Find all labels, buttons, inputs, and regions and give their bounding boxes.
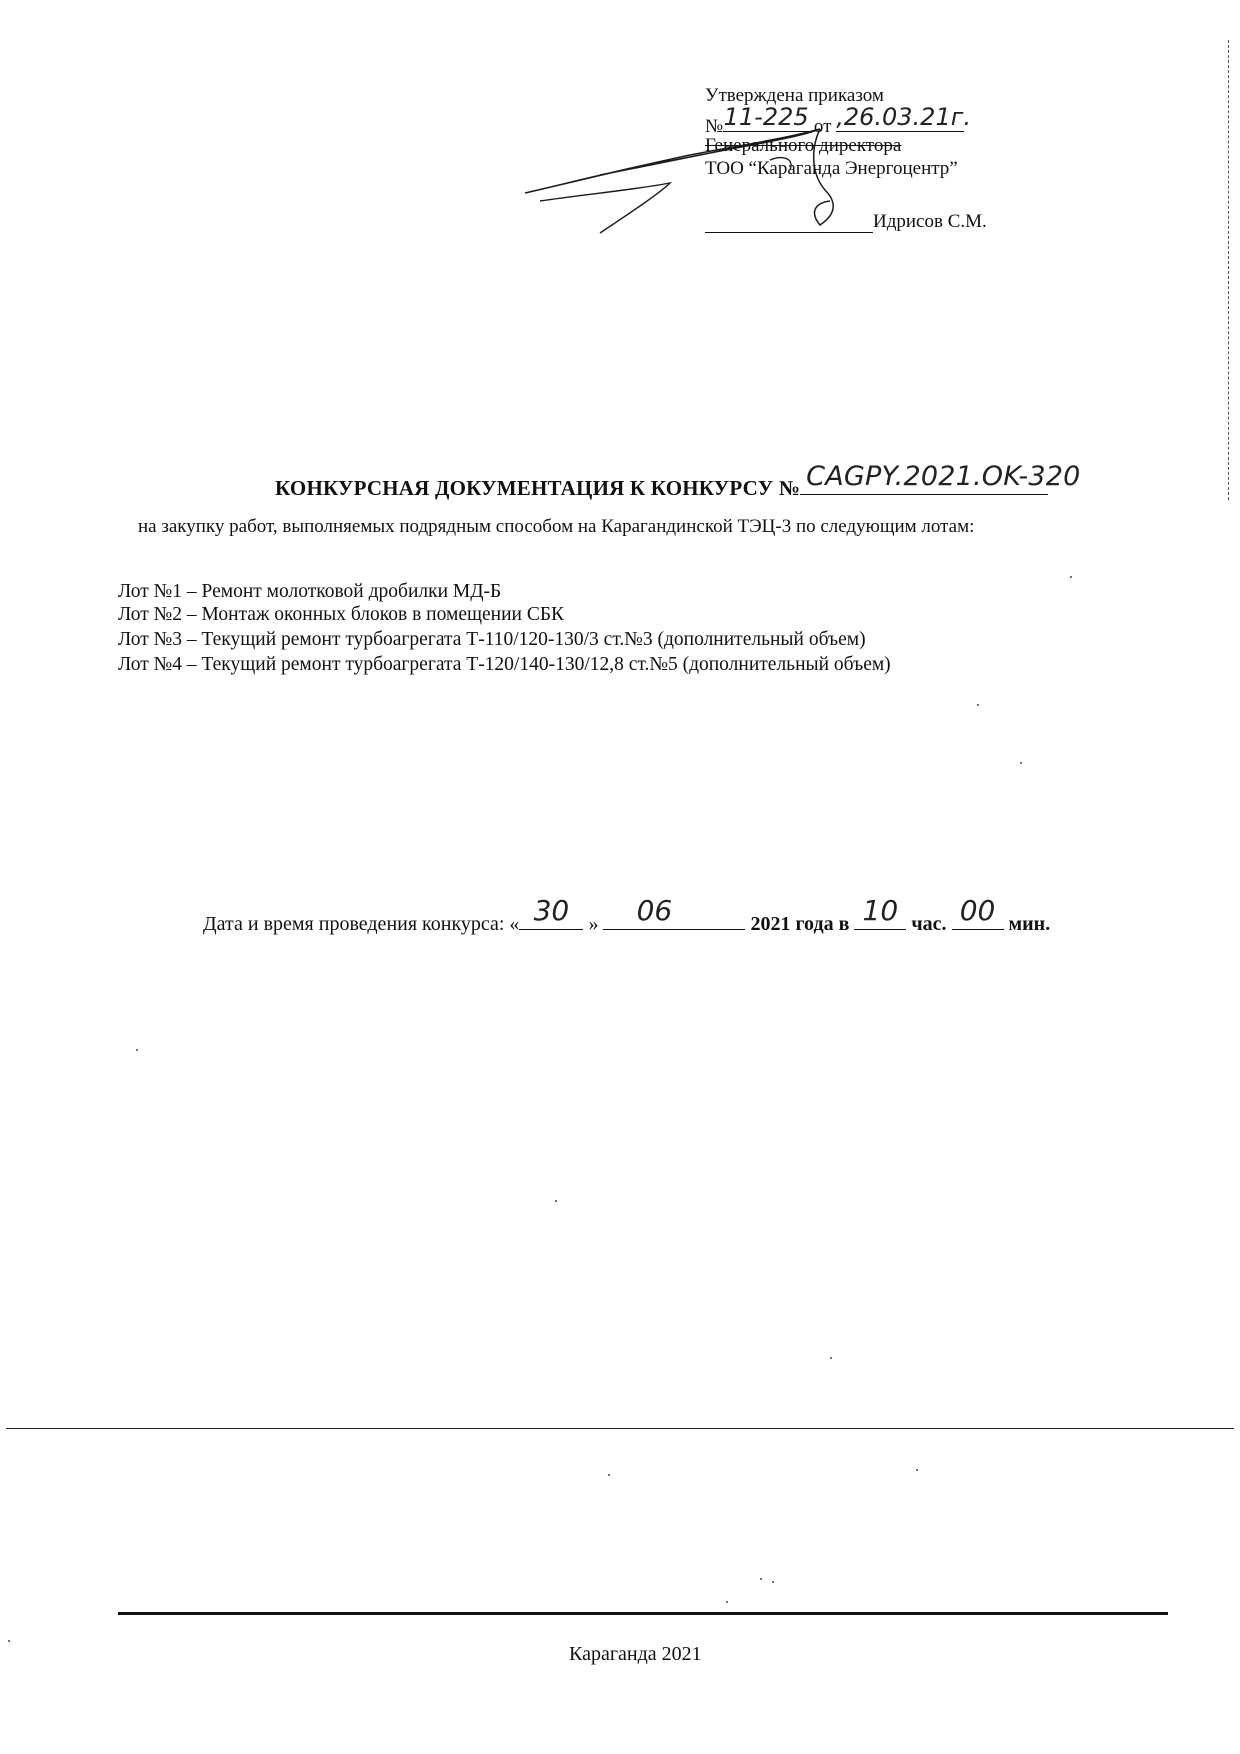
scan-edge-mark <box>1228 40 1229 500</box>
scan-speck <box>1070 576 1072 578</box>
scan-speck <box>8 1640 10 1642</box>
day-field <box>519 894 583 930</box>
footer-rule <box>118 1612 1168 1615</box>
scan-speck <box>608 1474 610 1476</box>
lot-item-2: Лот №2 – Монтаж оконных блоков в помещении СБК <box>118 604 565 625</box>
hour-field <box>854 894 906 930</box>
scan-speck <box>1020 762 1022 764</box>
day-handwritten: 30 <box>533 894 570 927</box>
scan-speck <box>726 1601 728 1603</box>
hour-handwritten: 10 <box>862 894 899 927</box>
tender-number-handwritten: CAGPY.2021.OK-320 <box>806 461 1081 492</box>
scan-speck <box>977 704 979 706</box>
scan-speck <box>760 1578 762 1580</box>
footer-city-year: Караганда 2021 <box>569 1643 702 1665</box>
document-title <box>275 461 1081 501</box>
order-number-prefix: № <box>705 116 724 137</box>
approval-line-1: Утверждена приказом <box>705 85 884 106</box>
month-field <box>603 894 745 930</box>
order-from-label: от <box>813 116 832 137</box>
scan-speck <box>830 1357 832 1359</box>
minute-field <box>952 894 1004 930</box>
approval-line-4: ТОО “Караганда Энергоцентр” <box>705 158 958 179</box>
scan-speck <box>916 1469 918 1471</box>
month-handwritten: 06 <box>636 894 673 927</box>
order-number-handwritten: 11-225 <box>723 103 809 131</box>
order-date-handwritten: ,26.03.21г. <box>836 103 971 131</box>
year-text: 2021 года в <box>750 913 850 935</box>
tender-number-field <box>800 461 1081 495</box>
title-text: КОНКУРСНАЯ ДОКУМЕНТАЦИЯ К КОНКУРСУ № <box>275 476 801 500</box>
signatory-name: Идрисов С.М. <box>873 211 987 232</box>
approval-line-3: Генерального директора <box>705 135 902 156</box>
minute-handwritten: 00 <box>959 894 996 927</box>
director-signature <box>520 115 860 240</box>
document-subtitle: на закупку работ, выполняемых подрядным способом на Карагандинской ТЭЦ-3 по следующим лотам: <box>138 516 975 537</box>
date-quote-close: » <box>588 913 599 935</box>
minute-label: мин. <box>1008 913 1051 935</box>
hour-label: час. <box>911 913 947 935</box>
scan-speck <box>136 1049 138 1051</box>
date-label: Дата и время проведения конкурса: « <box>203 913 520 935</box>
lot-item-3: Лот №3 – Текущий ремонт турбоагрегата Т-110/120-130/3 ст.№3 (дополнительный объем) <box>118 629 866 650</box>
lot-item-1: Лот №1 – Ремонт молотковой дробилки МД-Б <box>118 581 502 602</box>
tender-date-line <box>203 894 1051 936</box>
lot-item-4: Лот №4 – Текущий ремонт турбоагрегата Т-120/140-130/12,8 ст.№5 (дополнительный объем) <box>118 654 891 675</box>
scan-speck <box>555 1200 557 1202</box>
scan-speck <box>772 1581 774 1583</box>
page-divider <box>6 1428 1234 1429</box>
